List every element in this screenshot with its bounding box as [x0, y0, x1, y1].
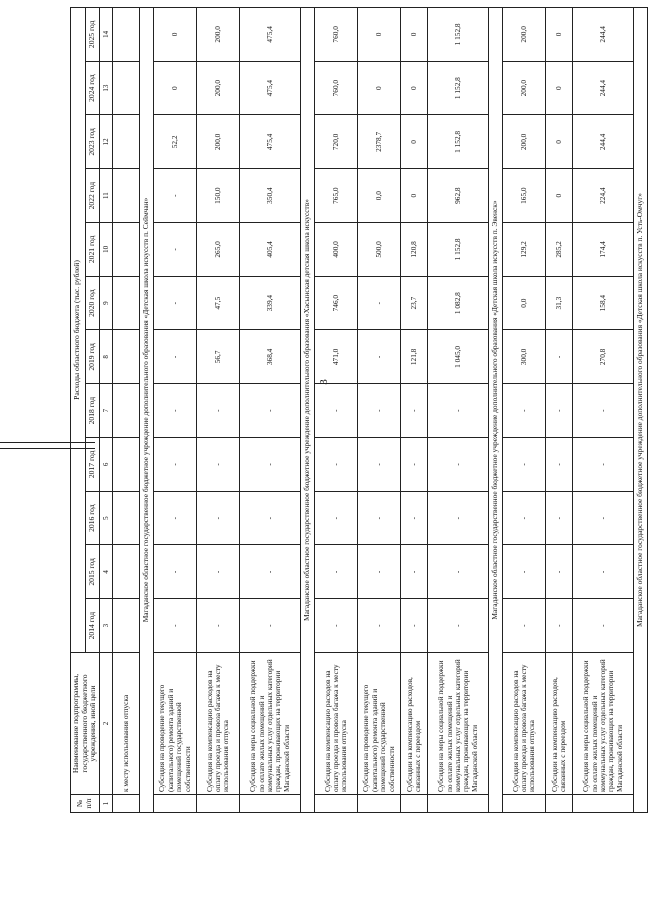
value-cell: 0 — [401, 115, 428, 169]
value-cell: 129,2 — [503, 223, 546, 277]
value-cell: - — [154, 545, 197, 599]
column-number: 4 — [100, 545, 113, 599]
value-cell: - — [154, 169, 197, 223]
year-header: 2021 год — [85, 223, 100, 277]
value-cell: 285,2 — [546, 223, 573, 277]
section-row — [140, 7, 154, 812]
value-cell: - — [573, 545, 634, 599]
table-row — [240, 7, 301, 812]
value-cell: - — [154, 599, 197, 653]
value-cell: - — [546, 384, 573, 438]
value-cell: - — [428, 438, 489, 492]
value-cell — [113, 491, 140, 545]
value-cell: 200,0 — [197, 61, 240, 115]
value-cell: - — [358, 491, 401, 545]
section-title: Магаданское областное государственное бюджетное учреждение дополнительного образования «Детская школа искусств п. Сеймчан» — [140, 7, 154, 812]
value-cell: - — [573, 438, 634, 492]
table-row — [154, 7, 197, 812]
value-cell: - — [197, 438, 240, 492]
value-cell: - — [197, 384, 240, 438]
value-cell — [113, 223, 140, 277]
column-number-row — [100, 7, 113, 812]
column-number: 6 — [100, 438, 113, 492]
value-cell: - — [401, 599, 428, 653]
value-cell: - — [546, 545, 573, 599]
value-cell: - — [401, 438, 428, 492]
row-number — [546, 795, 573, 813]
value-cell: 0,0 — [503, 276, 546, 330]
year-header: 2024 год — [85, 61, 100, 115]
value-cell — [113, 384, 140, 438]
value-cell: 475,4 — [240, 7, 301, 61]
value-cell — [113, 169, 140, 223]
value-cell: 760,0 — [315, 61, 358, 115]
row-number — [401, 795, 428, 813]
value-cell: - — [546, 599, 573, 653]
column-number: 11 — [100, 169, 113, 223]
value-cell: - — [240, 545, 301, 599]
value-cell — [113, 276, 140, 330]
value-cell — [113, 115, 140, 169]
value-cell: - — [401, 545, 428, 599]
table-row — [358, 7, 401, 812]
table-row — [197, 7, 240, 812]
year-header: 2015 год — [85, 545, 100, 599]
column-number: 9 — [100, 276, 113, 330]
value-cell: 2378,7 — [358, 115, 401, 169]
value-cell: - — [428, 599, 489, 653]
year-header: 2018 год — [85, 384, 100, 438]
value-cell: 720,0 — [315, 115, 358, 169]
table-row — [113, 7, 140, 812]
table-row — [546, 7, 573, 812]
value-cell: - — [197, 545, 240, 599]
value-cell: 244,4 — [573, 115, 634, 169]
value-cell: 224,4 — [573, 169, 634, 223]
column-number: 13 — [100, 61, 113, 115]
year-header: 2019 год — [85, 330, 100, 384]
column-number: 1 — [100, 795, 113, 813]
section-title: Магаданское областное государственное бюджетное учреждение дополнительного образования «Хасынская детская школа искусств» — [301, 7, 315, 812]
value-cell: - — [154, 330, 197, 384]
value-cell: - — [401, 491, 428, 545]
value-cell: 200,0 — [503, 115, 546, 169]
table-row — [573, 7, 634, 812]
value-cell: - — [546, 438, 573, 492]
value-cell: 47,5 — [197, 276, 240, 330]
value-cell — [113, 545, 140, 599]
budget-table — [70, 7, 648, 813]
value-cell: - — [315, 545, 358, 599]
value-cell: - — [401, 384, 428, 438]
value-cell: 0 — [154, 61, 197, 115]
value-cell: - — [503, 545, 546, 599]
section-row — [301, 7, 315, 812]
value-cell: - — [358, 276, 401, 330]
value-cell: 270,8 — [573, 330, 634, 384]
value-cell: - — [358, 438, 401, 492]
row-number — [240, 795, 301, 813]
value-cell: - — [154, 438, 197, 492]
value-cell: 368,4 — [240, 330, 301, 384]
row-number — [154, 795, 197, 813]
value-cell: 56,7 — [197, 330, 240, 384]
value-cell: 0 — [358, 61, 401, 115]
year-header: 2023 год — [85, 115, 100, 169]
value-cell: 174,4 — [573, 223, 634, 277]
column-number: 2 — [100, 653, 113, 795]
row-number — [503, 795, 546, 813]
row-number — [428, 795, 489, 813]
col-name-header: Наименование подпрограммы, государственного бюджетного учреждения, иной цели — [71, 653, 100, 795]
value-cell: - — [315, 491, 358, 545]
value-cell: 0 — [546, 7, 573, 61]
value-cell: 200,0 — [197, 115, 240, 169]
value-cell: 1 152,8 — [428, 7, 489, 61]
value-cell: 1 152,8 — [428, 115, 489, 169]
section-title: Магаданское областное государственное бюджетное учреждение дополнительного образования «Детская школа искусств п. Усть-Омчуг» — [634, 7, 648, 812]
year-header: 2014 год — [85, 599, 100, 653]
value-cell: - — [315, 599, 358, 653]
value-cell: - — [358, 545, 401, 599]
table-row — [315, 7, 358, 812]
value-cell: - — [503, 491, 546, 545]
row-number — [315, 795, 358, 813]
value-cell: 0 — [154, 7, 197, 61]
expenses-group-header: Расходы областного бюджета (тыс. рублей) — [71, 7, 86, 652]
value-cell: 0 — [546, 169, 573, 223]
value-cell: 765,0 — [315, 169, 358, 223]
value-cell: - — [154, 384, 197, 438]
year-header: 2017 год — [85, 438, 100, 492]
row-name: Субсидия на проведение текущего (капитального) ремонта зданий и помещений государственной собственности — [154, 653, 197, 795]
value-cell: 0 — [358, 7, 401, 61]
column-number: 7 — [100, 384, 113, 438]
value-cell: 400,0 — [315, 223, 358, 277]
value-cell — [113, 438, 140, 492]
row-name: Субсидия на меры социальной поддержки по оплате жилых помещений и коммунальных услуг отдельных категорий граждан, проживающих на территории Магаданской области — [573, 653, 634, 795]
value-cell: 339,4 — [240, 276, 301, 330]
value-cell: 1 152,8 — [428, 61, 489, 115]
value-cell: 120,8 — [401, 223, 428, 277]
column-number: 12 — [100, 115, 113, 169]
value-cell: 150,0 — [197, 169, 240, 223]
column-number: 3 — [100, 599, 113, 653]
value-cell — [113, 330, 140, 384]
value-cell: 0 — [546, 115, 573, 169]
value-cell: - — [428, 384, 489, 438]
year-header: 2022 год — [85, 169, 100, 223]
section-row — [489, 7, 503, 812]
value-cell: 165,0 — [503, 169, 546, 223]
col-no-header: № п/п — [71, 795, 100, 813]
value-cell: 405,4 — [240, 223, 301, 277]
value-cell: 158,4 — [573, 276, 634, 330]
value-cell: - — [315, 384, 358, 438]
row-name: Субсидия на проведение текущего (капитального) ремонта зданий и помещений государственной собственности — [358, 653, 401, 795]
column-number: 8 — [100, 330, 113, 384]
value-cell: 244,4 — [573, 61, 634, 115]
row-number — [197, 795, 240, 813]
column-number: 14 — [100, 7, 113, 61]
value-cell — [113, 61, 140, 115]
value-cell: 475,4 — [240, 115, 301, 169]
value-cell: - — [573, 384, 634, 438]
value-cell: 0 — [401, 61, 428, 115]
value-cell: 0,0 — [358, 169, 401, 223]
section-title: Магаданское областное государственное бюджетное учреждение дополнительного образования «Детская школа искусств п. Эвенск» — [489, 7, 503, 812]
row-name: Субсидия на компенсацию расходов на оплату проезда и провоза багажа к месту использования отпуска — [503, 653, 546, 795]
table-row — [503, 7, 546, 812]
value-cell: - — [546, 330, 573, 384]
value-cell: - — [240, 491, 301, 545]
value-cell: - — [154, 223, 197, 277]
value-cell: 1 152,8 — [428, 223, 489, 277]
value-cell: - — [154, 276, 197, 330]
row-name: Субсидии на компенсацию расходов, связанных с переездом — [546, 653, 573, 795]
year-header: 2025 год — [85, 7, 100, 61]
column-number: 10 — [100, 223, 113, 277]
year-header: 2020 год — [85, 276, 100, 330]
value-cell: 31,3 — [546, 276, 573, 330]
page-number: 3 — [318, 379, 330, 385]
value-cell: 23,7 — [401, 276, 428, 330]
row-name: Субсидия на меры социальной поддержки по оплате жилых помещений и коммунальных услуг отдельных категорий граждан, проживающих на территории Магаданской области — [240, 653, 301, 795]
value-cell: 962,8 — [428, 169, 489, 223]
row-number — [358, 795, 401, 813]
value-cell: 244,4 — [573, 7, 634, 61]
value-cell: - — [503, 384, 546, 438]
value-cell: - — [197, 599, 240, 653]
value-cell: 760,0 — [315, 7, 358, 61]
value-cell: - — [315, 438, 358, 492]
value-cell: - — [428, 545, 489, 599]
value-cell: - — [358, 599, 401, 653]
value-cell: - — [573, 491, 634, 545]
value-cell — [113, 599, 140, 653]
table-row — [401, 7, 428, 812]
value-cell: 300,0 — [503, 330, 546, 384]
section-row — [634, 7, 648, 812]
value-cell: 200,0 — [503, 61, 546, 115]
value-cell: 265,0 — [197, 223, 240, 277]
year-header: 2016 год — [85, 491, 100, 545]
row-name: Субсидия на компенсацию расходов на оплату проезда и провоза багажа к месту использования отпуска — [315, 653, 358, 795]
column-number: 5 — [100, 491, 113, 545]
budget-table-sheet — [70, 8, 645, 813]
value-cell: 1 045,0 — [428, 330, 489, 384]
value-cell: 500,0 — [358, 223, 401, 277]
row-name: Субсидия на компенсацию расходов на оплату проезда и провоза багажа к месту использования отпуска — [197, 653, 240, 795]
row-name: Субсидии на компенсацию расходов, связанных с переездом — [401, 653, 428, 795]
value-cell: - — [240, 438, 301, 492]
value-cell: 0 — [401, 169, 428, 223]
row-number — [573, 795, 634, 813]
row-name: Субсидия на меры социальной поддержки по оплате жилых помещений и коммунальных услуг отдельных категорий граждан, проживающих на территории Магаданской области — [428, 653, 489, 795]
row-number — [113, 795, 140, 813]
value-cell: - — [503, 438, 546, 492]
value-cell: 121,8 — [401, 330, 428, 384]
value-cell: 350,4 — [240, 169, 301, 223]
value-cell: 0 — [401, 7, 428, 61]
row-name: к месту использования отпуска — [113, 653, 140, 795]
value-cell: - — [428, 491, 489, 545]
value-cell: 471,0 — [315, 330, 358, 384]
value-cell: 475,4 — [240, 61, 301, 115]
value-cell: 52,2 — [154, 115, 197, 169]
value-cell: 200,0 — [197, 7, 240, 61]
value-cell: - — [573, 599, 634, 653]
value-cell: - — [240, 384, 301, 438]
value-cell: - — [503, 599, 546, 653]
value-cell: - — [358, 330, 401, 384]
value-cell: 0 — [546, 61, 573, 115]
value-cell — [113, 7, 140, 61]
value-cell: 746,0 — [315, 276, 358, 330]
value-cell: 200,0 — [503, 7, 546, 61]
value-cell: - — [197, 491, 240, 545]
value-cell: - — [154, 491, 197, 545]
value-cell: - — [358, 384, 401, 438]
value-cell: - — [546, 491, 573, 545]
table-row — [428, 7, 489, 812]
value-cell: - — [240, 599, 301, 653]
value-cell: 1 082,8 — [428, 276, 489, 330]
